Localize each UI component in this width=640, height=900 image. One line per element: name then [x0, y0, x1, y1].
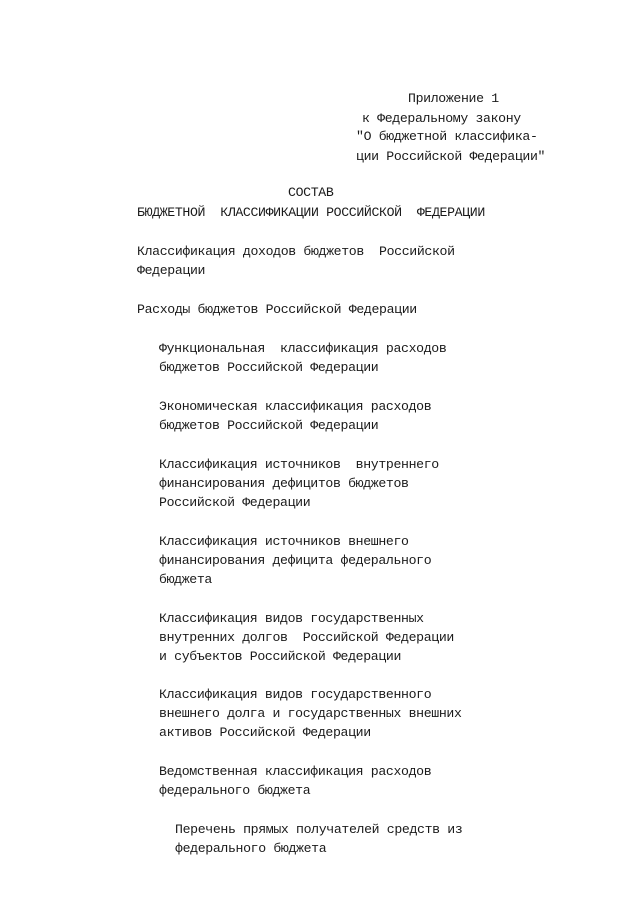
- item-departmental-classification-cont: федерального бюджета: [159, 783, 311, 798]
- heading-subtitle: БЮДЖЕТНОЙ КЛАССИФИКАЦИИ РОССИЙСКОЙ ФЕДЕРАЦИИ: [137, 205, 485, 220]
- item-external-financing-cont-1: финансирования дефицита федерального: [159, 553, 432, 568]
- item-revenue-classification-cont: Федерации: [137, 263, 206, 278]
- item-external-financing-cont-2: бюджета: [159, 572, 212, 587]
- appendix-law-title-2: ции Российской Федерации": [356, 149, 546, 164]
- item-internal-debt-cont-1: внутренних долгов Российской Федерации: [159, 630, 454, 645]
- item-functional-classification-cont: бюджетов Российской Федерации: [159, 360, 379, 375]
- item-internal-debt-cont-2: и субъектов Российской Федерации: [159, 649, 402, 664]
- item-external-financing: Классификация источников внешнего: [159, 534, 409, 549]
- appendix-law-ref: к Федеральному закону: [362, 111, 521, 126]
- item-external-debt-cont-1: внешнего долга и государственных внешних: [159, 706, 462, 721]
- item-direct-recipients: Перечень прямых получателей средств из: [175, 822, 463, 837]
- item-internal-debt: Классификация видов государственных: [159, 611, 424, 626]
- appendix-number: Приложение 1: [408, 91, 499, 106]
- item-economic-classification-cont: бюджетов Российской Федерации: [159, 418, 379, 433]
- item-revenue-classification: Классификация доходов бюджетов Российской: [137, 244, 455, 259]
- item-external-debt-cont-2: активов Российской Федерации: [159, 725, 371, 740]
- item-internal-financing: Классификация источников внутреннего: [159, 457, 439, 472]
- item-expenditures: Расходы бюджетов Российской Федерации: [137, 302, 417, 317]
- item-internal-financing-cont-2: Российской Федерации: [159, 495, 311, 510]
- item-direct-recipients-cont: федерального бюджета: [175, 841, 327, 856]
- item-economic-classification: Экономическая классификация расходов: [159, 399, 432, 414]
- appendix-law-title-1: "О бюджетной классифика-: [356, 129, 538, 144]
- item-internal-financing-cont-1: финансирования дефицитов бюджетов: [159, 476, 409, 491]
- item-functional-classification: Функциональная классификация расходов: [159, 341, 447, 356]
- item-departmental-classification: Ведомственная классификация расходов: [159, 764, 432, 779]
- heading-title: СОСТАВ: [288, 185, 334, 200]
- item-external-debt: Классификация видов государственного: [159, 687, 432, 702]
